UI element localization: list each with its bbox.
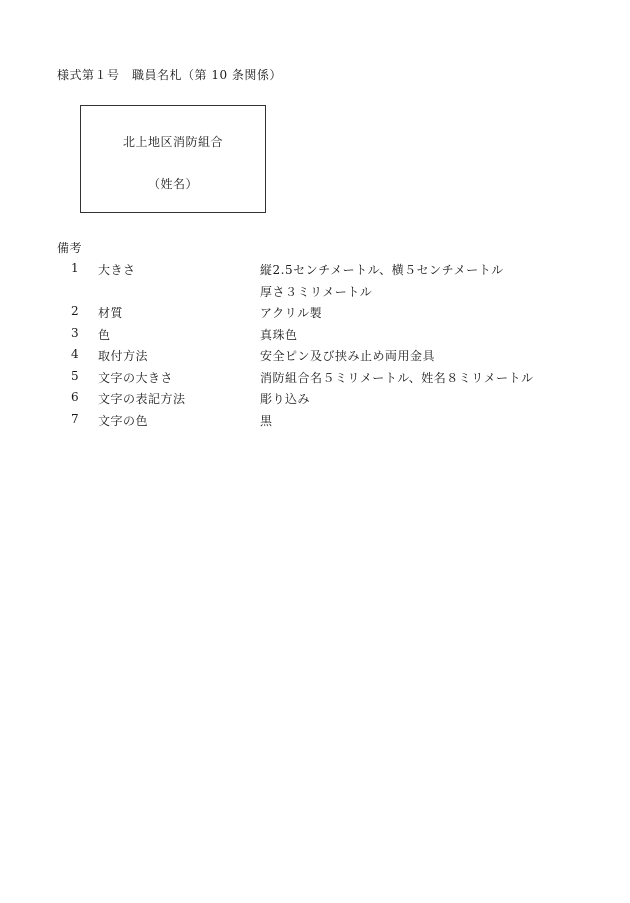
note-row-thickness [57,283,617,305]
note-number: 2 [71,304,80,318]
note-label: 文字の色 [98,413,149,428]
note-number: 3 [71,325,80,340]
note-label: 文字の大きさ [98,370,174,385]
note-number: 1 [71,261,80,275]
note-row-attachment [57,347,617,369]
note-value: 真珠色 [260,327,298,342]
note-row-text-method [57,390,617,412]
note-number: 6 [71,390,80,404]
note-value: 黒 [260,413,273,428]
note-value: 縦2.5センチメートル、横５センチメートル [260,263,504,277]
notes-list [57,261,617,433]
note-label: 文字の表記方法 [98,392,186,406]
note-number: 4 [71,347,80,361]
note-row-text-size [57,369,617,391]
note-value: アクリル製 [260,306,323,320]
form-title: 様式第１号 職員名札（第 10 条関係） [57,68,282,82]
nameplate-sample [80,105,266,213]
note-row-material [57,304,617,326]
note-label: 大きさ [98,263,136,277]
note-value: 安全ピン及び挟み止め両用金具 [260,349,436,363]
note-row-text-color [57,412,617,434]
note-row-color [57,326,617,348]
note-number: 7 [71,411,80,426]
note-value: 厚さ３ミリメートル [260,284,373,299]
notes-heading: 備考 [57,241,83,255]
note-number: 5 [71,368,80,383]
note-value: 消防組合名５ミリメートル、姓名８ミリメートル [260,370,534,385]
nameplate-org-name: 北上地区消防組合 [122,135,223,149]
note-value: 彫り込み [260,392,311,406]
note-label: 材質 [98,306,124,320]
note-label: 取付方法 [98,349,149,363]
note-row-size [57,261,617,283]
note-label: 色 [98,327,111,342]
nameplate-person-name: （姓名） [147,177,198,191]
